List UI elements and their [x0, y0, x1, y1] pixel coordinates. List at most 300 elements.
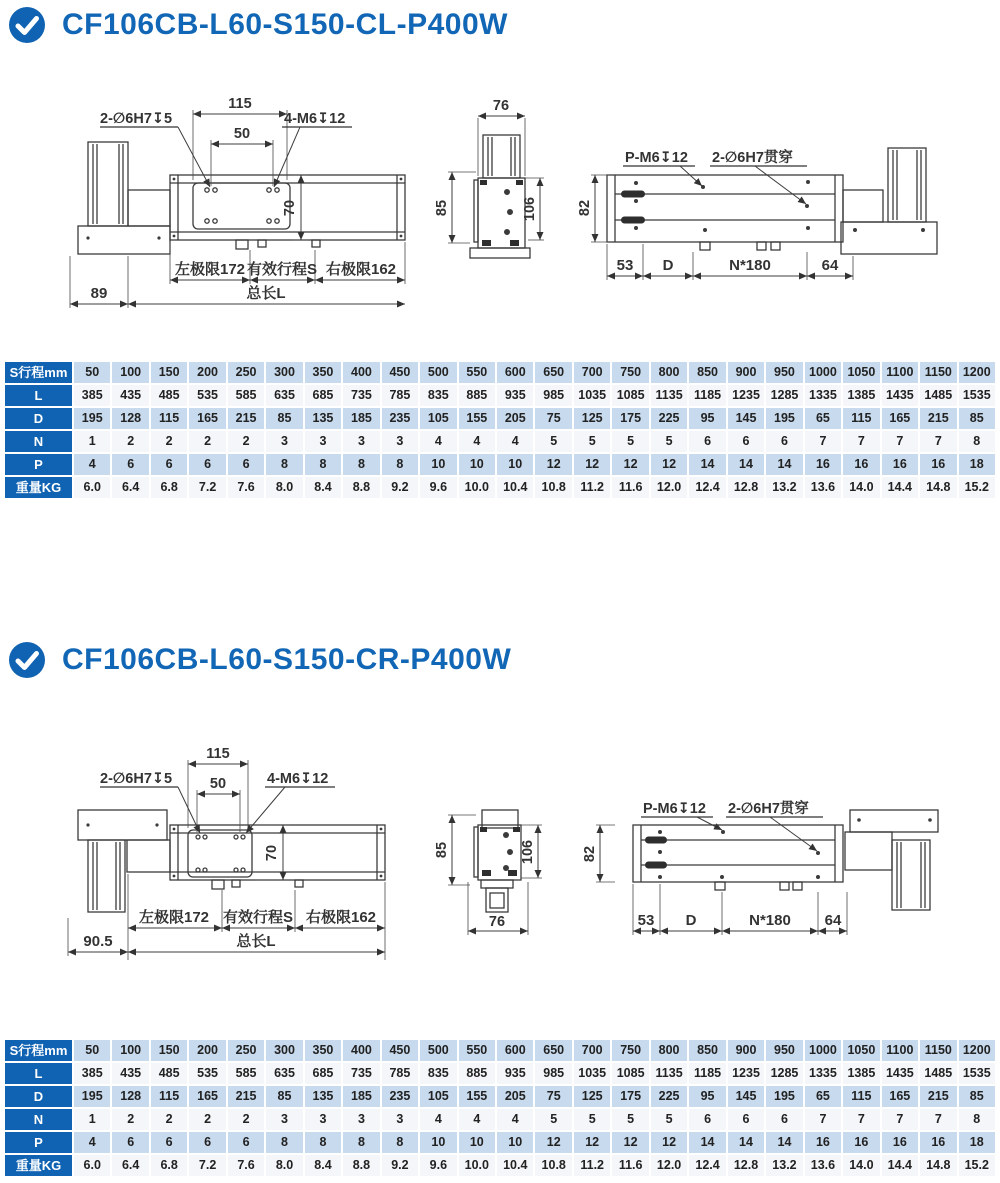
table-cell: 13.2 — [766, 1155, 802, 1176]
table-cell: 1385 — [843, 1063, 879, 1084]
table-cell: 4 — [420, 431, 456, 452]
dim-85: 85 — [434, 199, 450, 217]
table-cell: 165 — [189, 408, 225, 429]
table-cell: 215 — [228, 1086, 264, 1107]
table-cell: 16 — [843, 1132, 879, 1153]
dim-n180: N*180 — [729, 257, 771, 274]
table-cell: 900 — [728, 362, 764, 383]
table-cell: 435 — [112, 385, 148, 406]
table-cell: 950 — [766, 1040, 802, 1061]
table-cell: 75 — [535, 1086, 571, 1107]
table-cell: 750 — [612, 1040, 648, 1061]
table-cell: 6.0 — [74, 477, 110, 498]
table-cell: 8.4 — [305, 1155, 341, 1176]
table-cell: 14.0 — [843, 1155, 879, 1176]
dim-70: 70 — [264, 844, 280, 862]
table-cell: 5 — [574, 431, 610, 452]
label-dowel-holes: 2-∅6H7↧5 — [100, 111, 173, 127]
table-cell: 6 — [189, 1132, 225, 1153]
section-header — [8, 641, 511, 679]
table-cell: 585 — [228, 385, 264, 406]
dim-total-length: 总长L — [236, 933, 276, 950]
table-cell: 700 — [574, 362, 610, 383]
table-cell: 7 — [882, 1109, 918, 1130]
table-cell: 195 — [74, 1086, 110, 1107]
table-cell: 550 — [459, 362, 495, 383]
table-cell: 100 — [112, 362, 148, 383]
table-cell: 8 — [343, 1132, 379, 1153]
dim-76: 76 — [488, 914, 506, 930]
table-row-header: 重量KG — [5, 477, 72, 498]
table-cell: 145 — [728, 1086, 764, 1107]
table-cell: 1050 — [843, 1040, 879, 1061]
table-cell: 12.8 — [728, 477, 764, 498]
table-cell: 6.4 — [112, 477, 148, 498]
table-cell: 195 — [766, 1086, 802, 1107]
table-cell: 235 — [382, 1086, 418, 1107]
table-cell: 14.8 — [920, 1155, 956, 1176]
table-cell: 5 — [535, 431, 571, 452]
table-cell: 11.2 — [574, 1155, 610, 1176]
table-cell: 14 — [728, 1132, 764, 1153]
table-cell: 8 — [266, 454, 302, 475]
table-cell: 165 — [882, 408, 918, 429]
table-cell: 8.0 — [266, 1155, 302, 1176]
table-cell: 100 — [112, 1040, 148, 1061]
table-cell: 1185 — [689, 385, 725, 406]
table-cell: 150 — [151, 1040, 187, 1061]
table-cell: 85 — [266, 408, 302, 429]
table-cell: 1135 — [651, 1063, 687, 1084]
dim-70: 70 — [282, 199, 298, 217]
table-cell: 1100 — [882, 362, 918, 383]
table-cell: 6 — [151, 454, 187, 475]
table-cell: 50 — [74, 362, 110, 383]
table-cell: 2 — [151, 431, 187, 452]
table-cell: 8.0 — [266, 477, 302, 498]
table-cell: 3 — [343, 431, 379, 452]
table-cell: 1235 — [728, 1063, 764, 1084]
table-cell: 1200 — [959, 362, 995, 383]
table-cell: 6 — [189, 454, 225, 475]
table-cell: 14 — [689, 454, 725, 475]
table-cell: 7 — [843, 431, 879, 452]
table-cell: 9.2 — [382, 477, 418, 498]
table-cell: 250 — [228, 362, 264, 383]
table-cell: 835 — [420, 385, 456, 406]
table-cell: 215 — [920, 1086, 956, 1107]
table-cell: 8 — [959, 1109, 995, 1130]
table-cell: 18 — [959, 1132, 995, 1153]
dim-53: 53 — [616, 257, 634, 274]
table-cell: 750 — [612, 362, 648, 383]
side-view-drawing — [60, 740, 460, 970]
table-cell: 14.4 — [882, 1155, 918, 1176]
spec-table — [5, 1040, 995, 1176]
table-cell: 2 — [112, 1109, 148, 1130]
table-cell: 13.6 — [805, 1155, 841, 1176]
table-cell: 535 — [189, 385, 225, 406]
table-cell: 10 — [420, 454, 456, 475]
page-title: CF106CB-L60-S150-CR-P400W — [62, 643, 512, 676]
table-row-header: L — [5, 1063, 72, 1084]
dim-82: 82 — [582, 845, 598, 863]
table-cell: 7 — [805, 431, 841, 452]
section-header — [8, 6, 508, 44]
table-cell: 115 — [843, 408, 879, 429]
dim-right-limit: 右极限162 — [305, 909, 377, 926]
table-cell: 200 — [189, 362, 225, 383]
table-cell: 800 — [651, 1040, 687, 1061]
table-cell: 4 — [420, 1109, 456, 1130]
table-cell: 4 — [497, 431, 533, 452]
dim-stroke: 有效行程S — [246, 261, 318, 278]
table-cell: 1235 — [728, 385, 764, 406]
table-cell: 900 — [728, 1040, 764, 1061]
dim-115: 115 — [206, 746, 230, 762]
table-cell: 12 — [612, 1132, 648, 1153]
table-cell: 1285 — [766, 1063, 802, 1084]
table-cell: 185 — [343, 408, 379, 429]
table-cell: 12 — [574, 1132, 610, 1153]
table-cell: 75 — [535, 408, 571, 429]
table-cell: 3 — [382, 431, 418, 452]
dim-D: D — [662, 257, 674, 274]
table-cell: 12.8 — [728, 1155, 764, 1176]
table-cell: 215 — [920, 408, 956, 429]
table-cell: 175 — [612, 1086, 648, 1107]
table-cell: 4 — [74, 1132, 110, 1153]
table-cell: 6 — [728, 1109, 764, 1130]
table-cell: 350 — [305, 1040, 341, 1061]
table-cell: 7.6 — [228, 477, 264, 498]
table-cell: 600 — [497, 362, 533, 383]
table-cell: 300 — [266, 362, 302, 383]
table-cell: 65 — [805, 408, 841, 429]
table-cell: 10.0 — [459, 1155, 495, 1176]
side-view-geometry — [78, 810, 385, 912]
table-cell: 400 — [343, 1040, 379, 1061]
table-cell: 7 — [843, 1109, 879, 1130]
dim-total-length: 总长L — [246, 285, 286, 302]
table-cell: 10 — [459, 454, 495, 475]
table-cell: 12 — [535, 1132, 571, 1153]
table-cell: 11.2 — [574, 477, 610, 498]
table-cell: 6 — [766, 431, 802, 452]
table-cell: 8 — [305, 1132, 341, 1153]
table-cell: 185 — [343, 1086, 379, 1107]
table-cell: 6 — [112, 1132, 148, 1153]
table-row-header: L — [5, 385, 72, 406]
table-cell: 115 — [151, 1086, 187, 1107]
table-cell: 165 — [882, 1086, 918, 1107]
table-cell: 6 — [151, 1132, 187, 1153]
table-cell: 1535 — [959, 385, 995, 406]
table-cell: 8 — [382, 1132, 418, 1153]
dim-motor-length: 90.5 — [83, 933, 113, 950]
table-cell: 2 — [151, 1109, 187, 1130]
table-cell: 1100 — [882, 1040, 918, 1061]
table-cell: 1150 — [920, 362, 956, 383]
table-cell: 485 — [151, 1063, 187, 1084]
table-cell: 16 — [920, 454, 956, 475]
table-cell: 350 — [305, 362, 341, 383]
table-cell: 10 — [497, 1132, 533, 1153]
dim-left-limit: 左极限172 — [138, 909, 210, 926]
table-cell: 235 — [382, 408, 418, 429]
dim-motor-length: 89 — [90, 285, 108, 302]
table-cell: 8 — [305, 454, 341, 475]
table-cell: 16 — [843, 454, 879, 475]
table-cell: 400 — [343, 362, 379, 383]
table-cell: 4 — [74, 454, 110, 475]
table-cell: 195 — [74, 408, 110, 429]
label-tap-holes: 4-M6↧12 — [284, 111, 346, 127]
table-cell: 16 — [882, 1132, 918, 1153]
table-cell: 6.8 — [151, 1155, 187, 1176]
table-cell: 600 — [497, 1040, 533, 1061]
table-cell: 12 — [651, 454, 687, 475]
page-title: CF106CB-L60-S150-CL-P400W — [62, 8, 508, 41]
table-cell: 12.4 — [689, 477, 725, 498]
table-cell: 635 — [266, 385, 302, 406]
table-cell: 685 — [305, 385, 341, 406]
dim-53: 53 — [637, 912, 655, 929]
table-cell: 115 — [843, 1086, 879, 1107]
cross-section-geometry — [470, 135, 530, 258]
table-cell: 5 — [612, 431, 648, 452]
table-cell: 65 — [805, 1086, 841, 1107]
table-cell: 175 — [612, 408, 648, 429]
table-cell: 550 — [459, 1040, 495, 1061]
table-cell: 5 — [651, 431, 687, 452]
table-row-header: P — [5, 1132, 72, 1153]
table-cell: 435 — [112, 1063, 148, 1084]
label-p-tap: P-M6↧12 — [625, 150, 688, 166]
table-cell: 9.2 — [382, 1155, 418, 1176]
table-cell: 10 — [497, 454, 533, 475]
table-cell: 13.6 — [805, 477, 841, 498]
table-cell: 585 — [228, 1063, 264, 1084]
table-cell: 8.8 — [343, 477, 379, 498]
table-cell: 12.0 — [651, 477, 687, 498]
table-cell: 10.8 — [535, 477, 571, 498]
table-cell: 145 — [728, 408, 764, 429]
check-circle-icon — [8, 6, 46, 44]
table-cell: 128 — [112, 408, 148, 429]
dim-right-limit: 右极限162 — [325, 261, 397, 278]
table-cell: 7.6 — [228, 1155, 264, 1176]
table-cell: 105 — [420, 408, 456, 429]
dim-76: 76 — [492, 98, 510, 114]
table-cell: 1485 — [920, 385, 956, 406]
table-cell: 11.6 — [612, 477, 648, 498]
table-cell: 1200 — [959, 1040, 995, 1061]
table-cell: 485 — [151, 385, 187, 406]
table-cell: 6 — [689, 1109, 725, 1130]
section-cr-model — [0, 635, 1000, 1183]
table-cell: 12 — [651, 1132, 687, 1153]
table-cell: 1135 — [651, 385, 687, 406]
table-cell: 935 — [497, 385, 533, 406]
label-through-holes: 2-∅6H7贯穿 — [712, 150, 793, 166]
table-cell: 685 — [305, 1063, 341, 1084]
table-cell: 800 — [651, 362, 687, 383]
table-cell: 10.0 — [459, 477, 495, 498]
table-row-header: N — [5, 1109, 72, 1130]
table-cell: 1 — [74, 1109, 110, 1130]
table-cell: 2 — [228, 431, 264, 452]
table-cell: 6 — [766, 1109, 802, 1130]
table-cell: 16 — [882, 454, 918, 475]
table-cell: 195 — [766, 408, 802, 429]
back-view-dimensions — [582, 799, 847, 935]
table-cell: 6.4 — [112, 1155, 148, 1176]
table-cell: 7 — [805, 1109, 841, 1130]
dim-115: 115 — [228, 96, 252, 112]
table-cell: 1 — [74, 431, 110, 452]
table-cell: 500 — [420, 362, 456, 383]
table-cell: 50 — [74, 1040, 110, 1061]
table-cell: 935 — [497, 1063, 533, 1084]
table-cell: 1435 — [882, 1063, 918, 1084]
table-cell: 1535 — [959, 1063, 995, 1084]
table-cell: 1085 — [612, 385, 648, 406]
table-cell: 225 — [651, 408, 687, 429]
table-cell: 3 — [305, 431, 341, 452]
table-cell: 850 — [689, 1040, 725, 1061]
table-cell: 1035 — [574, 1063, 610, 1084]
dim-D: D — [685, 912, 697, 929]
table-cell: 250 — [228, 1040, 264, 1061]
table-cell: 5 — [612, 1109, 648, 1130]
table-cell: 7.2 — [189, 477, 225, 498]
table-cell: 2 — [189, 1109, 225, 1130]
cross-section-dimensions — [434, 98, 544, 243]
table-row-header: S行程mm — [5, 1040, 72, 1061]
table-cell: 8 — [266, 1132, 302, 1153]
table-cell: 985 — [535, 1063, 571, 1084]
table-cell: 14.8 — [920, 477, 956, 498]
table-cell: 12 — [535, 454, 571, 475]
table-cell: 7 — [920, 431, 956, 452]
table-cell: 85 — [959, 1086, 995, 1107]
table-cell: 6.0 — [74, 1155, 110, 1176]
table-cell: 10 — [459, 1132, 495, 1153]
table-cell: 8 — [343, 454, 379, 475]
table-cell: 1335 — [805, 1063, 841, 1084]
table-cell: 4 — [497, 1109, 533, 1130]
table-row-header: D — [5, 408, 72, 429]
table-cell: 205 — [497, 408, 533, 429]
table-cell: 885 — [459, 1063, 495, 1084]
table-cell: 8.4 — [305, 477, 341, 498]
table-cell: 12 — [574, 454, 610, 475]
table-cell: 7 — [920, 1109, 956, 1130]
table-cell: 1150 — [920, 1040, 956, 1061]
table-cell: 385 — [74, 385, 110, 406]
cross-section-geometry — [474, 810, 521, 912]
table-cell: 18 — [959, 454, 995, 475]
table-cell: 115 — [151, 408, 187, 429]
side-view-drawing — [60, 90, 460, 312]
side-view-geometry — [78, 142, 405, 254]
table-cell: 650 — [535, 1040, 571, 1061]
table-cell: 1435 — [882, 385, 918, 406]
table-cell: 12.0 — [651, 1155, 687, 1176]
table-cell: 11.6 — [612, 1155, 648, 1176]
label-tap-holes: 4-M6↧12 — [267, 771, 329, 787]
dim-n180: N*180 — [749, 912, 791, 929]
table-cell: 1085 — [612, 1063, 648, 1084]
table-cell: 2 — [228, 1109, 264, 1130]
table-cell: 12 — [612, 454, 648, 475]
label-p-tap: P-M6↧12 — [643, 801, 706, 817]
table-cell: 6 — [228, 1132, 264, 1153]
table-cell: 16 — [805, 1132, 841, 1153]
table-cell: 300 — [266, 1040, 302, 1061]
table-cell: 125 — [574, 1086, 610, 1107]
table-cell: 7 — [882, 431, 918, 452]
table-cell: 1485 — [920, 1063, 956, 1084]
table-cell: 200 — [189, 1040, 225, 1061]
table-cell: 635 — [266, 1063, 302, 1084]
table-cell: 14.4 — [882, 477, 918, 498]
table-cell: 14 — [689, 1132, 725, 1153]
dim-stroke: 有效行程S — [222, 909, 294, 926]
table-cell: 385 — [74, 1063, 110, 1084]
label-through-holes: 2-∅6H7贯穿 — [728, 801, 809, 817]
table-cell: 225 — [651, 1086, 687, 1107]
side-view-dimensions — [70, 96, 405, 308]
table-cell: 10 — [420, 1132, 456, 1153]
table-cell: 16 — [920, 1132, 956, 1153]
table-cell: 16 — [805, 454, 841, 475]
back-view-dimensions — [577, 148, 853, 280]
dim-106: 106 — [520, 839, 536, 865]
table-cell: 128 — [112, 1086, 148, 1107]
table-cell: 205 — [497, 1086, 533, 1107]
table-cell: 5 — [574, 1109, 610, 1130]
table-cell: 6.8 — [151, 477, 187, 498]
dim-82: 82 — [577, 199, 593, 217]
table-cell: 535 — [189, 1063, 225, 1084]
table-row-header: N — [5, 431, 72, 452]
label-dowel-holes: 2-∅6H7↧5 — [100, 771, 173, 787]
dim-64: 64 — [824, 912, 842, 929]
table-cell: 125 — [574, 408, 610, 429]
table-cell: 650 — [535, 362, 571, 383]
table-cell: 150 — [151, 362, 187, 383]
back-view-drawing — [582, 785, 1000, 960]
table-cell: 9.6 — [420, 477, 456, 498]
table-cell: 14 — [766, 454, 802, 475]
table-cell: 6 — [689, 431, 725, 452]
table-cell: 95 — [689, 1086, 725, 1107]
table-cell: 6 — [112, 454, 148, 475]
table-cell: 4 — [459, 431, 495, 452]
table-cell: 1000 — [805, 362, 841, 383]
table-cell: 10.4 — [497, 1155, 533, 1176]
table-cell: 8.8 — [343, 1155, 379, 1176]
table-cell: 6 — [228, 454, 264, 475]
table-cell: 985 — [535, 385, 571, 406]
table-cell: 155 — [459, 1086, 495, 1107]
table-cell: 950 — [766, 362, 802, 383]
table-cell: 155 — [459, 408, 495, 429]
table-cell: 14 — [766, 1132, 802, 1153]
table-cell: 2 — [189, 431, 225, 452]
